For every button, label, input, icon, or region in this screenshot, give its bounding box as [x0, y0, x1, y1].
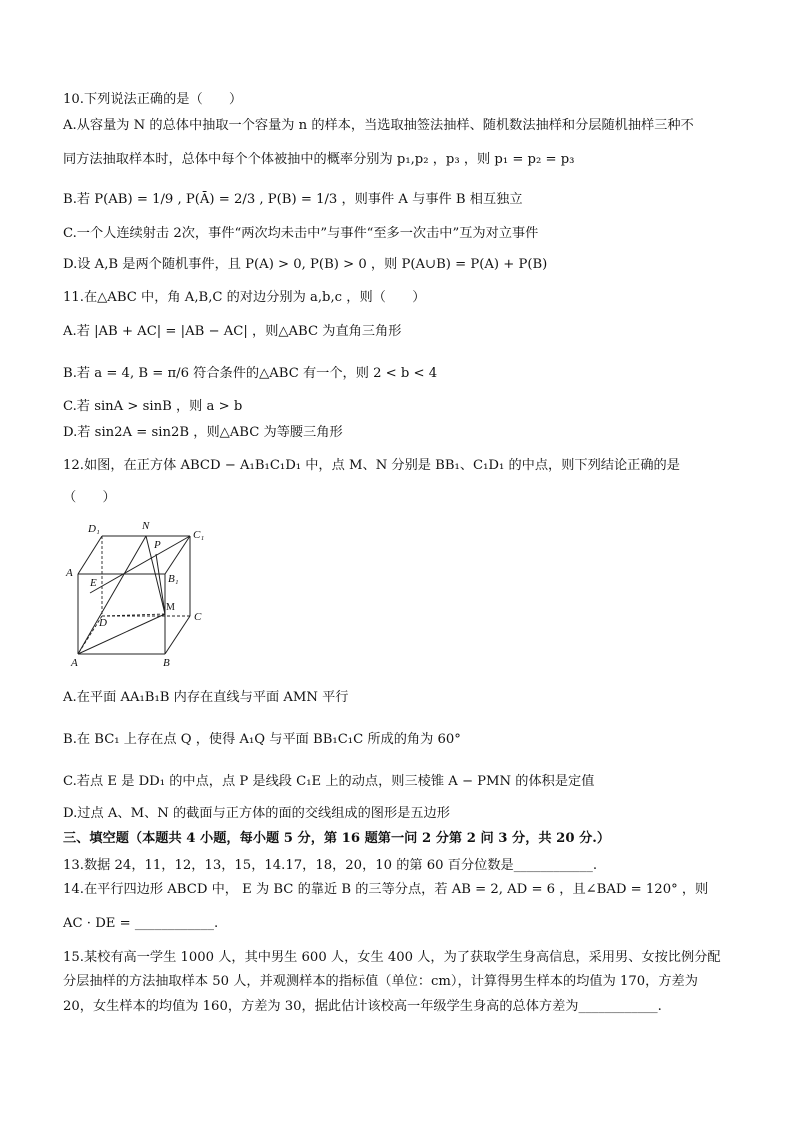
- q10-option-a-line2: 同方法抽取样本时，总体中每个个体被抽中的概率分别为 p₁,p₂ ，p₃ ，则 p₁ = p₂ = p₃: [63, 152, 575, 167]
- label-n: N: [142, 520, 150, 532]
- q11-stem: 11.在△ABC 中，角 A,B,C 的对边分别为 a,b,c ，则（ ）: [63, 290, 426, 305]
- label-a1: A: [66, 567, 73, 579]
- edge-a1d1: [78, 536, 102, 574]
- q10-option-a-line1: A.从容量为 N 的总体中抽取一个容量为 n 的样本，当选取抽签法抽样、随机数法抽样和分层随机抽样三种不: [63, 118, 694, 133]
- q15-line3: 20，女生样本的均值为 160，方差为 30，据此估计该校高一年级学生身高的总体方差为____________.: [63, 999, 662, 1014]
- q10-stem: 10.下列说法正确的是（ ）: [63, 92, 243, 107]
- q14-line1: 14.在平行四边形 ABCD 中， E 为 BC 的靠近 B 的三等分点，若 AB = 2, AD = 6 ，且∠BAD = 120° ，则: [63, 882, 709, 897]
- cube-figure: [62, 514, 212, 669]
- label-e: E: [90, 577, 97, 589]
- q12-stem: 12.如图，在正方体 ABCD − A₁B₁C₁D₁ 中，点 M、N 分别是 BB₁、C₁D₁ 的中点，则下列结论正确的是: [63, 458, 680, 473]
- label-m: M: [166, 602, 175, 613]
- label-d: D: [99, 617, 107, 629]
- label-c1: C₁: [193, 529, 205, 541]
- label-b: B: [163, 657, 170, 669]
- q14-line2: AC · DE = ____________.: [63, 916, 219, 931]
- q13: 13.数据 24，11，12，13，15，14.17，18，20，10 的第 60 百分位数是____________.: [63, 858, 598, 873]
- q10-option-c: C.一个人连续射击 2次，事件“两次均未击中”与事件“至多一次击中”互为对立事件: [63, 226, 539, 241]
- q11-option-d: D.若 sin2A = sin2B ，则△ABC 为等腰三角形: [63, 425, 343, 440]
- q12-option-a: A.在平面 AA₁B₁B 内存在直线与平面 AMN 平行: [63, 690, 349, 705]
- line-an: [78, 536, 146, 654]
- q12-option-d: D.过点 A、M、N 的截面与正方体的面的交线组成的图形是五边形: [63, 806, 450, 821]
- cube-diagram: [62, 514, 212, 669]
- label-c: C: [194, 611, 202, 623]
- edge-cb: [165, 616, 190, 654]
- label-p: P: [154, 539, 161, 551]
- q11-option-b: B.若 a = 4, B = π/6 符合条件的△ABC 有一个，则 2 < b < 4: [63, 366, 438, 381]
- label-d1: D₁: [88, 523, 100, 535]
- label-a: A: [71, 657, 78, 669]
- q15-line1: 15.某校有高一学生 1000 人，其中男生 600 人，女生 400 人，为了获取学生身高信息，采用男、女按比例分配: [63, 950, 721, 965]
- q12-option-b: B.在 BC₁ 上存在点 Q ，使得 A₁Q 与平面 BB₁C₁C 所成的角为 60°: [63, 732, 461, 747]
- section3-heading: 三、填空题（本题共 4 小题，每小题 5 分，第 16 题第一问 2 分第 2 问 3 分，共 20 分.）: [63, 831, 611, 846]
- q11-option-c: C.若 sinA > sinB ，则 a > b: [63, 399, 243, 414]
- q15-line2: 分层抽样的方法抽取样本 50 人，并观测样本的指标值（单位：cm），计算得男生样本的均值为 170，方差为: [63, 974, 698, 989]
- q11-option-a: A.若 |AB + AC| = |AB − AC| ，则△ABC 为直角三角形: [63, 324, 402, 339]
- q12-answer-paren: （ ）: [63, 490, 116, 505]
- q12-option-c: C.若点 E 是 DD₁ 的中点，点 P 是线段 C₁E 上的动点，则三棱锥 A − PMN 的体积是定值: [63, 774, 595, 789]
- q10-option-b: B.若 P(AB) = 1/9 , P(Ā) = 2/3 , P(B) = 1/3 ，则事件 A 与事件 B 相互独立: [63, 192, 523, 207]
- edge-c1b1: [165, 536, 190, 574]
- q10-option-d: D.设 A,B 是两个随机事件，且 P(A) > 0, P(B) > 0 ，则 P(A∪B) = P(A) + P(B): [63, 257, 548, 272]
- label-b1: B₁: [168, 573, 179, 585]
